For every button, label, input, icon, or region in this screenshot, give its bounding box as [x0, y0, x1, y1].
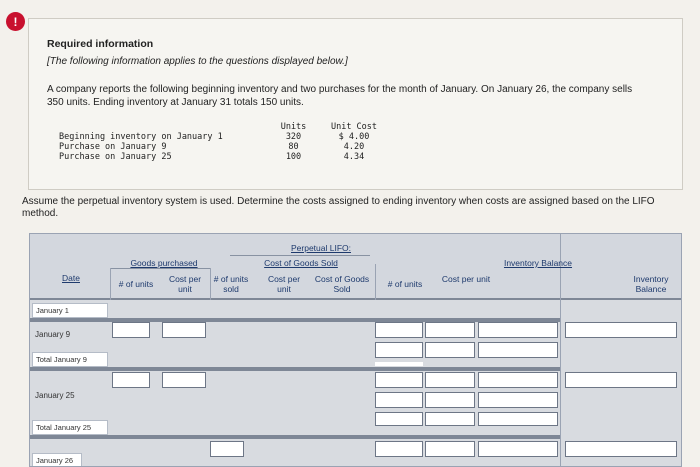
units-balance-header: # of units [387, 279, 423, 289]
row-jan9-label: January 9 [35, 330, 71, 339]
jan9-cost-balance-input[interactable] [425, 322, 475, 338]
cost-per-unit-purchased-header: Cost per unit [168, 274, 202, 294]
question-text: Assume the perpetual inventory system is used. Determine the costs assigned to ending inventory when costs are assigned based on the LIFO method. [22, 196, 655, 219]
row-label: Beginning inventory on January 1 [59, 132, 223, 142]
table-row [59, 142, 392, 152]
jan25c-units-balance-input[interactable] [375, 412, 423, 426]
jan25b-units-balance-input[interactable] [375, 392, 423, 408]
jan9b-units-balance-input[interactable] [375, 342, 423, 358]
jan25c-cost-balance-input[interactable] [425, 412, 475, 426]
row-label: Purchase on January 9 [59, 142, 167, 152]
required-info-note: [The following information applies to the questions displayed below.] [47, 56, 348, 67]
required-info-panel [28, 18, 683, 190]
row-cost: 4.34 [343, 152, 365, 162]
worksheet-subtitle: Cost of Goods Sold [264, 258, 338, 268]
jan26-units-balance-input[interactable] [375, 441, 423, 457]
required-info-title: Required information [47, 38, 154, 50]
jan9b-inventory-balance-input[interactable] [478, 342, 558, 358]
table-header-unit-cost: Unit Cost [330, 122, 378, 132]
date-header: Date [62, 273, 80, 283]
jan9-cost-purchased-input[interactable] [162, 322, 206, 338]
row-jan25-label: January 25 [35, 391, 75, 400]
jan26-total-balance-input[interactable] [565, 441, 677, 457]
jan25-cost-balance-input[interactable] [425, 372, 475, 388]
jan26-units-sold-input[interactable] [210, 441, 244, 457]
row-jan26-label: January 26 [32, 453, 82, 467]
row-total-jan25-label: Total January 25 [32, 420, 108, 435]
jan25b-cost-balance-input[interactable] [425, 392, 475, 408]
lifo-worksheet [29, 233, 561, 467]
jan25c-inventory-balance-input[interactable] [478, 412, 558, 426]
alert-icon: ! [6, 12, 25, 31]
jan25-total-balance-input[interactable] [565, 372, 677, 388]
problem-statement: A company reports the following beginning inventory and two purchases for the month of January. On January 26, the company sells 350 units. Ending inventory at January 31 totals 150 units. [47, 84, 633, 108]
jan25-units-purchased-input[interactable] [112, 372, 150, 388]
jan9-units-balance-input[interactable] [375, 322, 423, 338]
row-cost: $ 4.00 [338, 132, 370, 142]
cogs-header: Cost of Goods Sold [314, 274, 370, 294]
worksheet-title: Perpetual LIFO: [290, 243, 351, 253]
table-row [59, 132, 392, 142]
inventory-balance-group-header: Inventory Balance [503, 258, 573, 268]
jan9-total-balance-input[interactable] [565, 322, 677, 338]
table-row [59, 152, 392, 162]
cost-per-unit-balance-header: Cost per unit [441, 274, 491, 284]
inventory-balance-panel [503, 233, 682, 467]
row-jan1-label: January 1 [32, 303, 108, 318]
jan25-cost-purchased-input[interactable] [162, 372, 206, 388]
jan9-inventory-balance-input[interactable] [478, 322, 558, 338]
inventory-data-table [59, 122, 392, 162]
row-cost: 4.20 [343, 142, 365, 152]
inventory-balance-header: Inventory Balance [633, 274, 669, 294]
row-units: 100 [285, 152, 302, 162]
goods-purchased-header: Goods purchased [130, 258, 198, 268]
row-total-jan9-label: Total January 9 [32, 352, 108, 367]
units-sold-header: # of units sold [213, 274, 249, 294]
jan9-units-purchased-input[interactable] [112, 322, 150, 338]
jan25-inventory-balance-input[interactable] [478, 372, 558, 388]
row-units: 80 [288, 142, 299, 152]
table-header-units: Units [280, 122, 307, 132]
cost-per-unit-sold-header: Cost per unit [267, 274, 301, 294]
jan25-units-balance-input[interactable] [375, 372, 423, 388]
jan26-inventory-balance-input[interactable] [478, 441, 558, 457]
row-label: Purchase on January 25 [59, 152, 172, 162]
table-header [59, 122, 271, 132]
units-purchased-header: # of units [118, 279, 154, 289]
row-units: 320 [285, 132, 302, 142]
jan9b-cost-balance-input[interactable] [425, 342, 475, 358]
jan25b-inventory-balance-input[interactable] [478, 392, 558, 408]
jan26-cost-balance-input[interactable] [425, 441, 475, 457]
